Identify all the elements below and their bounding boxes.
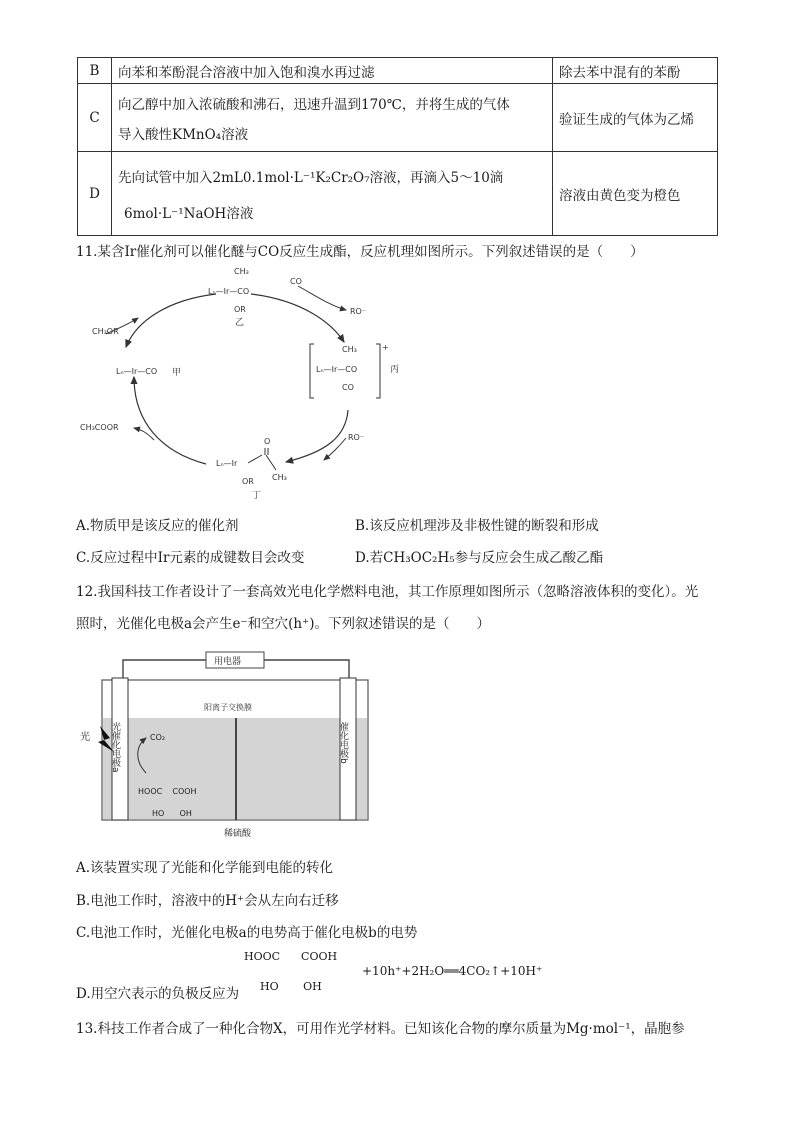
yi-ch3: CH₃ [234, 267, 249, 276]
question-13-stem: 13.科技工作者合成了一种化合物X，可用作光学材料。已知该化合物的摩尔质量为Mg·mol⁻¹，晶胞参 [76, 1021, 685, 1037]
table-row [78, 84, 718, 152]
electrode-a-label: 光催化电极a [110, 722, 120, 773]
species-jia-label: 甲 [172, 368, 182, 378]
row-label: B [78, 58, 112, 84]
ding-o: O [264, 437, 271, 446]
species-bing: Lₙ—Ir—CO [316, 365, 358, 374]
row-operation: 向苯和苯酚混合溶液中加入饱和溴水再过滤 [112, 58, 553, 84]
bing-charge: + [382, 343, 389, 352]
acid-label: 稀硫酸 [224, 829, 252, 839]
row-goal: 溶液由黄色变为橙色 [553, 152, 718, 236]
species-yi: Lₙ—Ir—CO [208, 287, 250, 296]
experiment-table [77, 57, 718, 236]
reagent-co: CO [290, 277, 302, 286]
q11-option-a[interactable]: A.物质甲是该反应的催化剂 [76, 518, 239, 534]
row-goal: 除去苯中混有的苯酚 [553, 58, 718, 84]
ding-ch3: CH₃ [272, 473, 287, 482]
q12-option-b[interactable]: B.电池工作时，溶液中的H⁺会从左向右迁移 [76, 893, 339, 909]
q12-cell-diagram [76, 648, 372, 848]
question-12-stem-line2: 照时，光催化电极a会产生e⁻和空穴(h⁺)。下列叙述错误的是（ ） [76, 616, 491, 632]
q11-option-d[interactable]: D.若CH₃OC₂H₅参与反应会生成乙酸乙酯 [355, 550, 604, 566]
light-label: 光 [80, 732, 90, 743]
bing-ch3: CH₃ [342, 345, 357, 354]
question-11-stem: 11.某含Ir催化剂可以催化醚与CO反应生成酯，反应机理如图所示。下列叙述错误的是（ ） [76, 244, 644, 260]
q12-d-equation-bottom: HO OH [260, 980, 322, 993]
yi-or: OR [234, 305, 246, 314]
q11-option-c[interactable]: C.反应过程中Ir元素的成键数目会改变 [76, 550, 305, 566]
species-ding: Lₙ—Ir [216, 459, 238, 468]
table-row [78, 152, 718, 236]
membrane-label: 阳离子交换膜 [204, 703, 252, 712]
q12-option-d[interactable]: D.用空穴表示的负极反应为 [76, 986, 240, 1002]
species-bing-label: 丙 [390, 365, 400, 375]
product-ro: RO⁻ [350, 307, 367, 316]
q12-d-equation-rest: +10h⁺+2H₂O══4CO₂↑+10H⁺ [362, 964, 543, 978]
species-jia: Lₙ—Ir—CO [116, 367, 158, 376]
row-goal: 验证生成的气体为乙烯 [553, 84, 718, 152]
molecule-bottom: HO OH [152, 809, 192, 818]
row-operation: 先向试管中加入2mL0.1mol·L⁻¹K₂Cr₂O₇溶液，再滴入5～10滴 6mol·L⁻¹NaOH溶液 [112, 152, 553, 236]
reagent-ro: RO⁻ [348, 433, 365, 442]
q12-d-equation-top: HOOC COOH [244, 950, 338, 963]
species-yi-label: 乙 [235, 318, 245, 328]
electrode-b-label: 催化电极b [338, 722, 348, 764]
bing-co: CO [342, 383, 354, 392]
product-ch3coor: CH₃COOR [80, 423, 119, 432]
q12-option-a[interactable]: A.该装置实现了光能和化学能到电能的转化 [76, 860, 334, 876]
device-label: 用电器 [214, 657, 242, 667]
molecule-top: HOOC COOH [138, 787, 197, 796]
table-row [78, 58, 718, 84]
co2-label: CO₂ [150, 733, 166, 742]
species-ding-label: 丁 [252, 491, 262, 500]
row-label: D [78, 152, 112, 236]
reagent-ch3or: CH₃OR [92, 327, 119, 336]
question-12-stem-line1: 12.我国科技工作者设计了一套高效光电化学燃料电池，其工作原理如图所示（忽略溶液体积的变化）。光 [76, 584, 699, 600]
q12-option-c[interactable]: C.电池工作时，光催化电极a的电势高于催化电极b的电势 [76, 925, 418, 941]
ding-or: OR [242, 477, 254, 486]
row-label: C [78, 84, 112, 152]
q11-mechanism-diagram [76, 262, 406, 500]
q11-option-b[interactable]: B.该反应机理涉及非极性键的断裂和形成 [355, 518, 599, 534]
row-operation: 向乙醇中加入浓硫酸和沸石，迅速升温到170℃，并将生成的气体 导入酸性KMnO₄溶液 [112, 84, 553, 152]
